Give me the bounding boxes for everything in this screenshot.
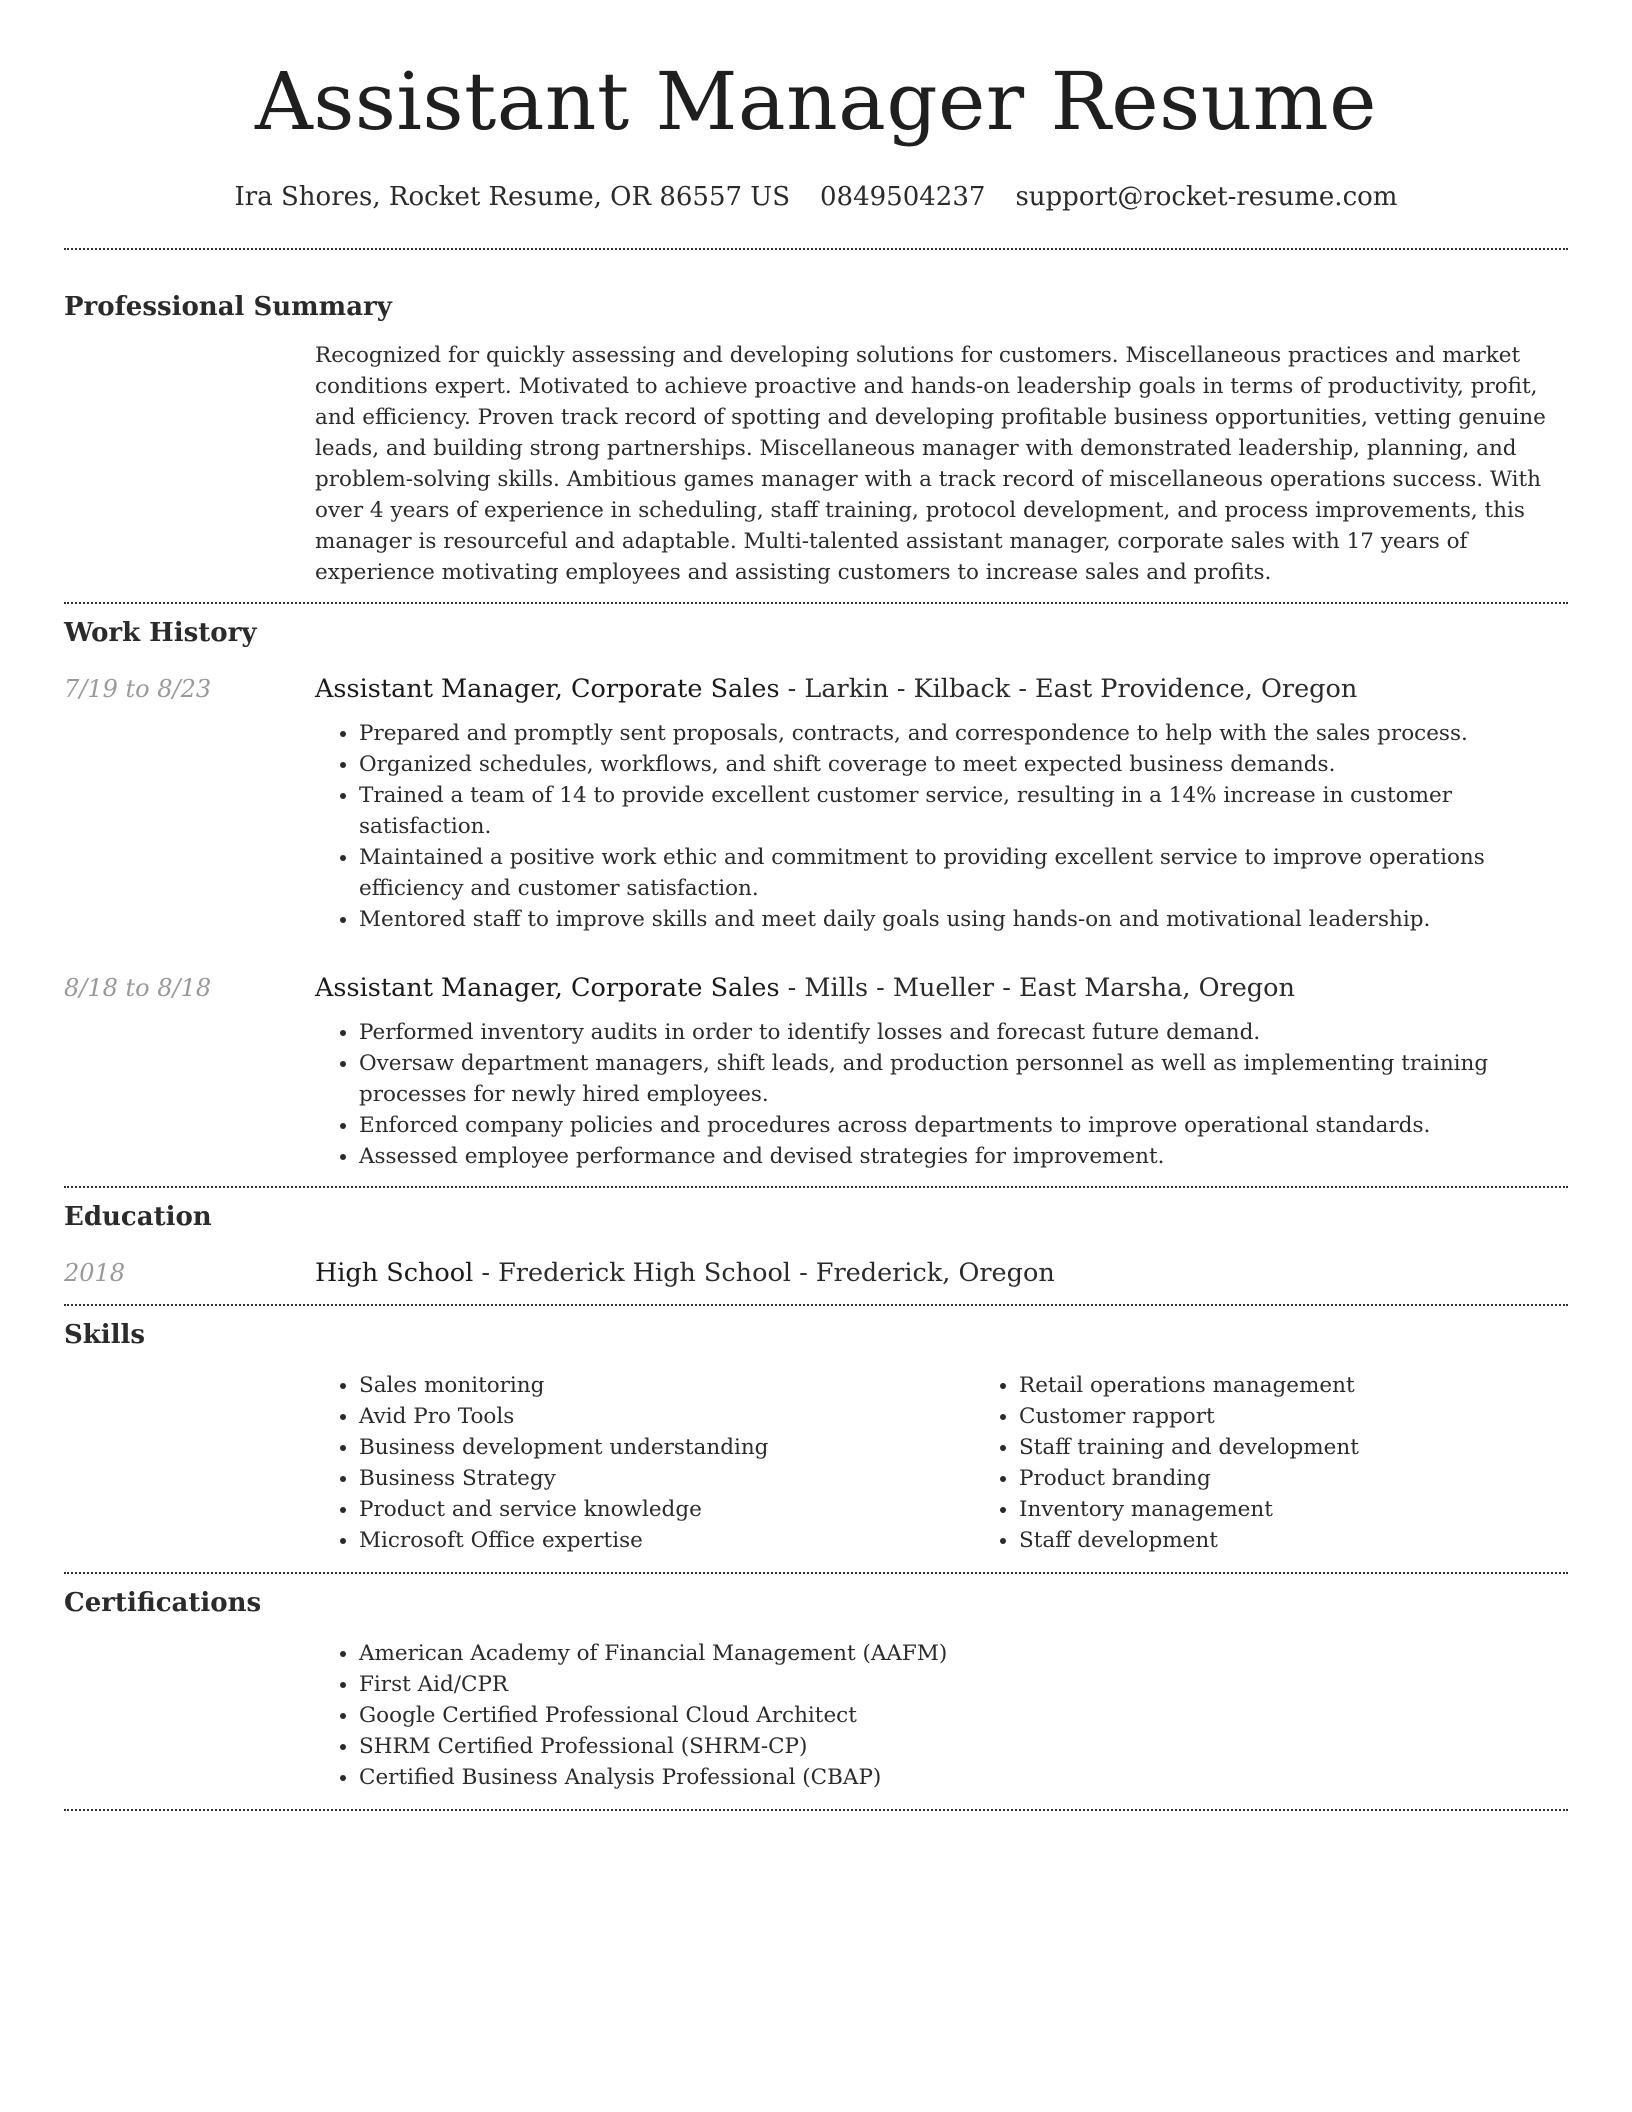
list-item: • Product and service knowledge (359, 1494, 975, 1525)
education-entry (64, 1256, 1568, 1290)
summary-text: Recognized for quickly assessing and developing solutions for customers. Miscellaneous practices and market conditions expert. Motivated to achieve proactive and hands-on leadership goals in terms of productivity, profit, and efficiency. Proven track record of spotting and developing profitable business opportunities, vetting genuine leads, and building strong partnerships. Miscellaneous manager with demonstrated leadership, planning, and problem-solving skills. Ambitious games manager with a track record of miscellaneous operations success. With over 4 years of experience in scheduling, staff training, protocol development, and process improvements, this manager is resourceful and adaptable. Multi-talented assistant manager, corporate sales with 17 years of experience motivating employees and assisting customers to increase sales and profits. (315, 343, 1546, 585)
list-item: • Avid Pro Tools (359, 1401, 975, 1432)
job-details: - Mills - Mueller - East Marsha, Oregon (779, 973, 1295, 1003)
section-title-work: Work History (64, 618, 257, 648)
job-heading (315, 672, 1568, 706)
job-details: - Larkin - Kilback - East Providence, Oregon (779, 674, 1358, 704)
list-item: • Google Certified Professional Cloud Architect (359, 1700, 1568, 1731)
list-item: • Oversaw department managers, shift leads, and production personnel as well as implementing training processes for newly hired employees. (359, 1048, 1568, 1110)
education-details: - Frederick High School - Frederick, Oregon (473, 1258, 1055, 1288)
section-title-education: Education (64, 1202, 212, 1232)
list-item: • First Aid/CPR (359, 1669, 1568, 1700)
education-degree: High School (315, 1258, 474, 1288)
skills-list-right (975, 1370, 1632, 1556)
list-item: • Product branding (1019, 1463, 1632, 1494)
divider (64, 602, 1568, 604)
list-item: • Maintained a positive work ethic and commitment to providing excellent service to improve operations efficiency and customer satisfaction. (359, 842, 1568, 904)
certifications-section (64, 1586, 1568, 1793)
list-item: • Customer rapport (1019, 1401, 1632, 1432)
list-item: • Performed inventory audits in order to identify losses and forecast future demand. (359, 1017, 1568, 1048)
list-item: • Business Strategy (359, 1463, 975, 1494)
list-item: • Organized schedules, workflows, and shift coverage to meet expected business demands. (359, 749, 1568, 780)
job-entry (64, 971, 1568, 1172)
job-position: Assistant Manager, Corporate Sales (315, 674, 780, 704)
job-dates: 8/18 to 8/18 (64, 974, 212, 1002)
list-item: • Microsoft Office expertise (359, 1525, 975, 1556)
list-item: • Inventory management (1019, 1494, 1632, 1525)
contact-line (64, 180, 1568, 214)
contact-email[interactable]: support@rocket-resume.com (1015, 182, 1398, 212)
divider (64, 248, 1568, 250)
list-item: • Business development understanding (359, 1432, 975, 1463)
resume-title: Assistant Manager Resume (255, 55, 1377, 148)
list-item: • Mentored staff to improve skills and meet daily goals using hands-on and motivational leadership. (359, 904, 1568, 935)
list-item: • Staff training and development (1019, 1432, 1632, 1463)
skills-list-left (315, 1370, 975, 1556)
skills-section (64, 1318, 1568, 1556)
job-bullets (315, 718, 1568, 935)
resume-page (64, 0, 1568, 1811)
section-title-certifications: Certifications (64, 1588, 262, 1618)
list-item: • American Academy of Financial Management (AAFM) (359, 1638, 1568, 1669)
work-history-section (64, 616, 1568, 1172)
list-item: • Staff development (1019, 1525, 1632, 1556)
divider (64, 1809, 1568, 1811)
job-dates: 7/19 to 8/23 (64, 675, 212, 703)
job-heading (315, 971, 1568, 1005)
summary-section (64, 290, 1568, 588)
education-year: 2018 (64, 1259, 126, 1287)
section-title-summary: Professional Summary (64, 292, 392, 322)
list-item: • SHRM Certified Professional (SHRM-CP) (359, 1731, 1568, 1762)
list-item: • Enforced company policies and procedures across departments to improve operational standards. (359, 1110, 1568, 1141)
job-bullets (315, 1017, 1568, 1172)
job-entry (64, 672, 1568, 935)
certifications-list (315, 1638, 1568, 1793)
list-item: • Prepared and promptly sent proposals, contracts, and correspondence to help with the sales process. (359, 718, 1568, 749)
divider (64, 1186, 1568, 1188)
section-title-skills: Skills (64, 1320, 146, 1350)
list-item: • Sales monitoring (359, 1370, 975, 1401)
contact-phone: 0849504237 (820, 182, 986, 212)
job-position: Assistant Manager, Corporate Sales (315, 973, 780, 1003)
education-section (64, 1200, 1568, 1290)
list-item: • Assessed employee performance and devised strategies for improvement. (359, 1141, 1568, 1172)
divider (64, 1304, 1568, 1306)
divider (64, 1572, 1568, 1574)
education-heading (315, 1256, 1568, 1290)
list-item: • Retail operations management (1019, 1370, 1632, 1401)
contact-address: Ira Shores, Rocket Resume, OR 86557 US (234, 182, 791, 212)
list-item: • Certified Business Analysis Professional (CBAP) (359, 1762, 1568, 1793)
list-item: • Trained a team of 14 to provide excellent customer service, resulting in a 14% increase in customer satisfaction. (359, 780, 1568, 842)
